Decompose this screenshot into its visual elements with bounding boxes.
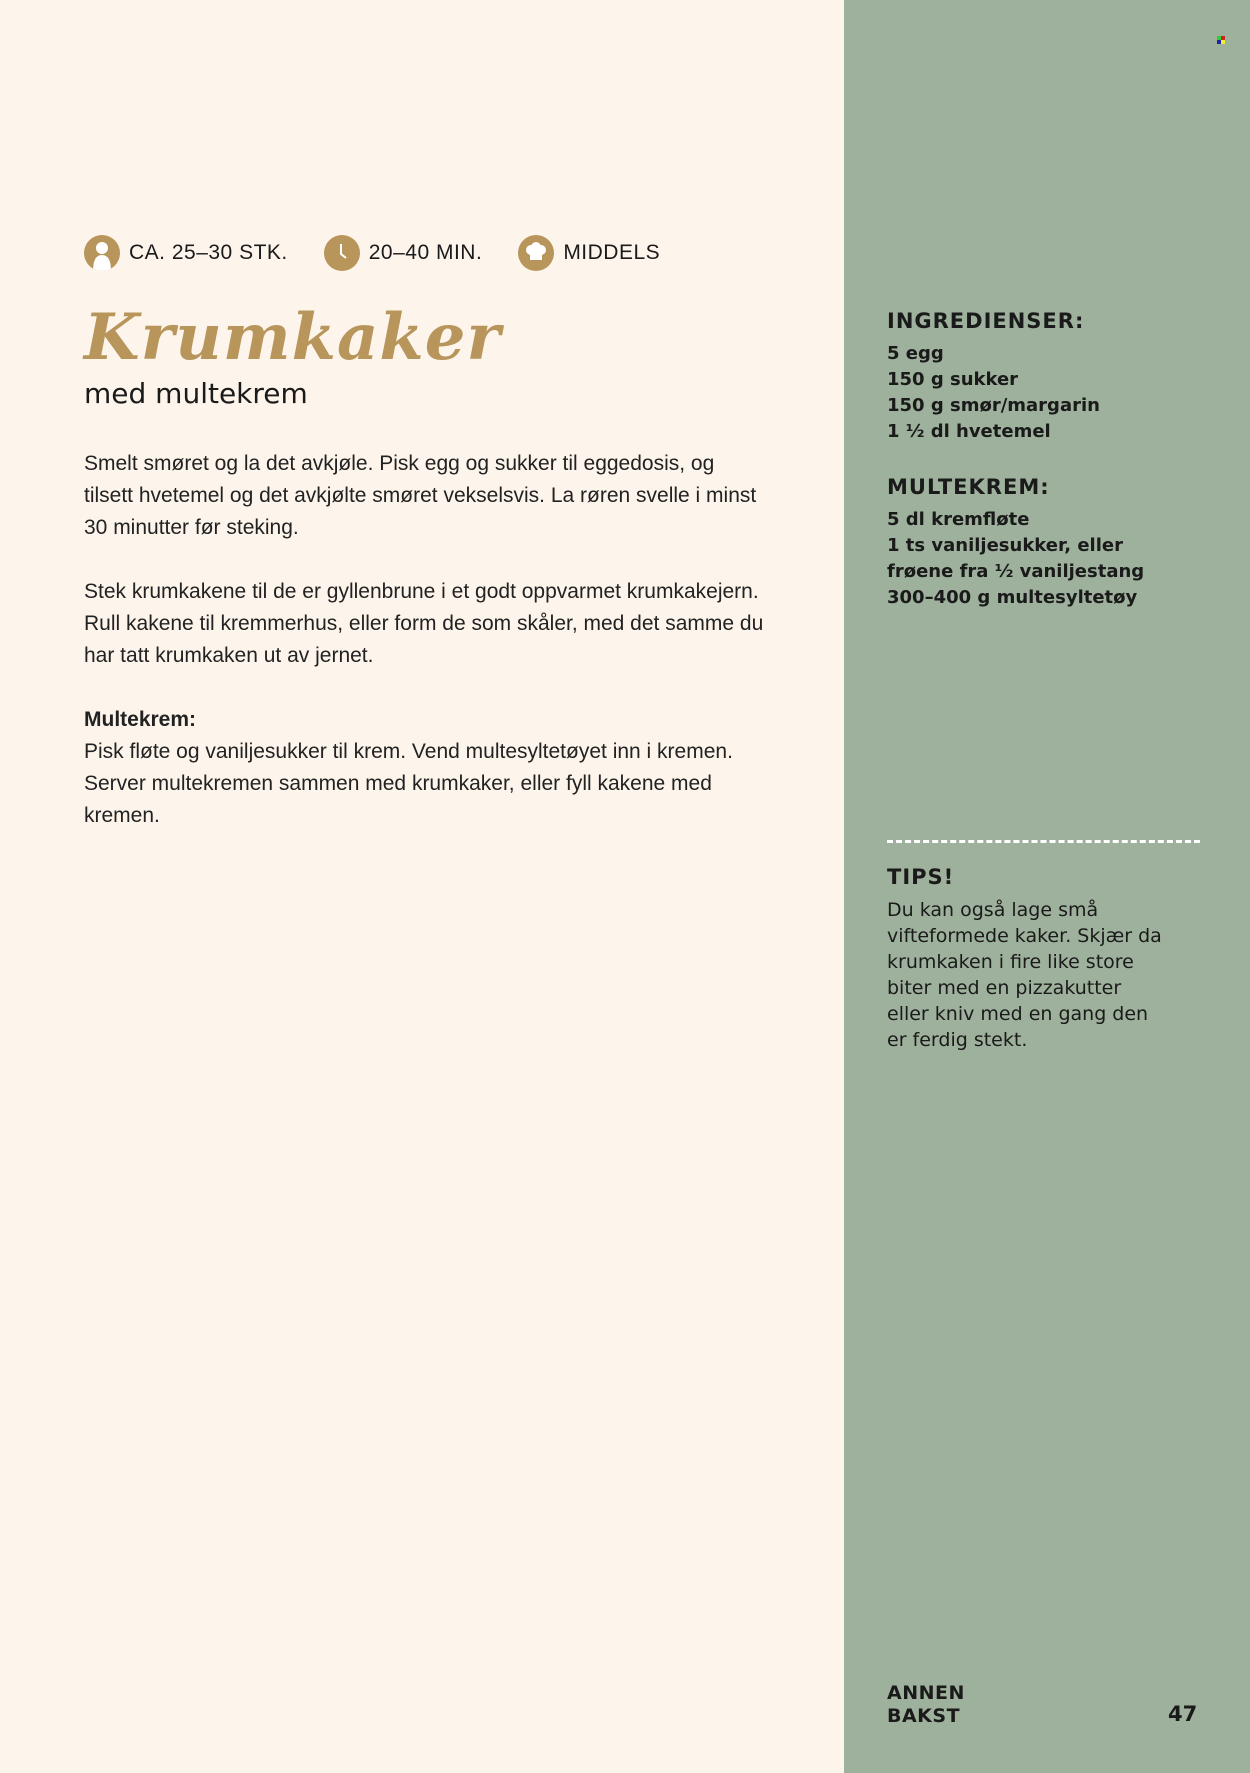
yield-text: CA. 25–30 STK. (129, 241, 288, 264)
clock-icon (324, 235, 360, 271)
person-icon (84, 235, 120, 271)
ingredient-item: 1 ts vaniljesukker, eller (887, 535, 1123, 556)
multekrem-heading: Multekrem: (84, 708, 197, 731)
chef-hat-icon (518, 235, 554, 271)
dashed-divider (887, 840, 1200, 843)
recipe-subtitle: med multekrem (84, 377, 308, 410)
meta-time (324, 235, 483, 271)
meta-yield (84, 235, 288, 271)
ingredient-item: 300–400 g multesyltetøy (887, 587, 1138, 608)
tips-text: Du kan også lage små vifteformede kaker. Skjær da krumkaken i fire like store biter med en pizzakutter eller kniv med en gang den er ferdig stekt. (887, 899, 1162, 1051)
ingredients-section (887, 309, 1217, 445)
section-label (887, 1682, 965, 1728)
ingredient-item: 5 egg (887, 343, 944, 364)
difficulty-text: MIDDELS (563, 241, 661, 264)
instruction-paragraph: Smelt smøret og la det avkjøle. Pisk egg og sukker til eggedosis, og tilsett hvetemel og det avkjølte smøret vekselsvis. La røren svelle i minst 30 minutter før steking. (84, 452, 757, 539)
section-label-line: ANNEN (887, 1682, 965, 1704)
tips-section (887, 865, 1167, 1053)
instruction-paragraph: Stek krumkakene til de er gyllenbrune i et godt oppvarmet krumkakejern. Rull kakene til kremmerhus, eller form de som skåler, med det samme du har tatt krumkaken ut av jernet. (84, 580, 764, 667)
meta-difficulty (518, 235, 660, 271)
instruction-paragraph: Pisk fløte og vaniljesukker til krem. Vend multesyltetøyet inn i kremen. Server multekremen sammen med krumkaker, eller fyll kakene med kremen. (84, 740, 733, 827)
multekrem-ingredients-heading: MULTEKREM: (887, 475, 1050, 499)
ingredient-item: 5 dl kremfløte (887, 509, 1030, 530)
time-text: 20–40 MIN. (368, 241, 483, 264)
ingredient-item: 150 g smør/margarin (887, 395, 1100, 416)
recipe-meta (84, 235, 696, 271)
color-registration-mark (1217, 36, 1225, 44)
ingredient-item: frøene fra ½ vaniljestang (887, 561, 1145, 582)
page-number: 47 (1168, 1702, 1198, 1726)
section-label-line: BAKST (887, 1705, 961, 1727)
recipe-title: Krumkaker (84, 300, 502, 375)
tips-heading: TIPS! (887, 865, 955, 889)
instructions (84, 448, 764, 864)
ingredient-item: 1 ½ dl hvetemel (887, 421, 1051, 442)
ingredients-heading: INGREDIENSER: (887, 309, 1085, 333)
multekrem-section (887, 475, 1217, 611)
ingredient-item: 150 g sukker (887, 369, 1019, 390)
